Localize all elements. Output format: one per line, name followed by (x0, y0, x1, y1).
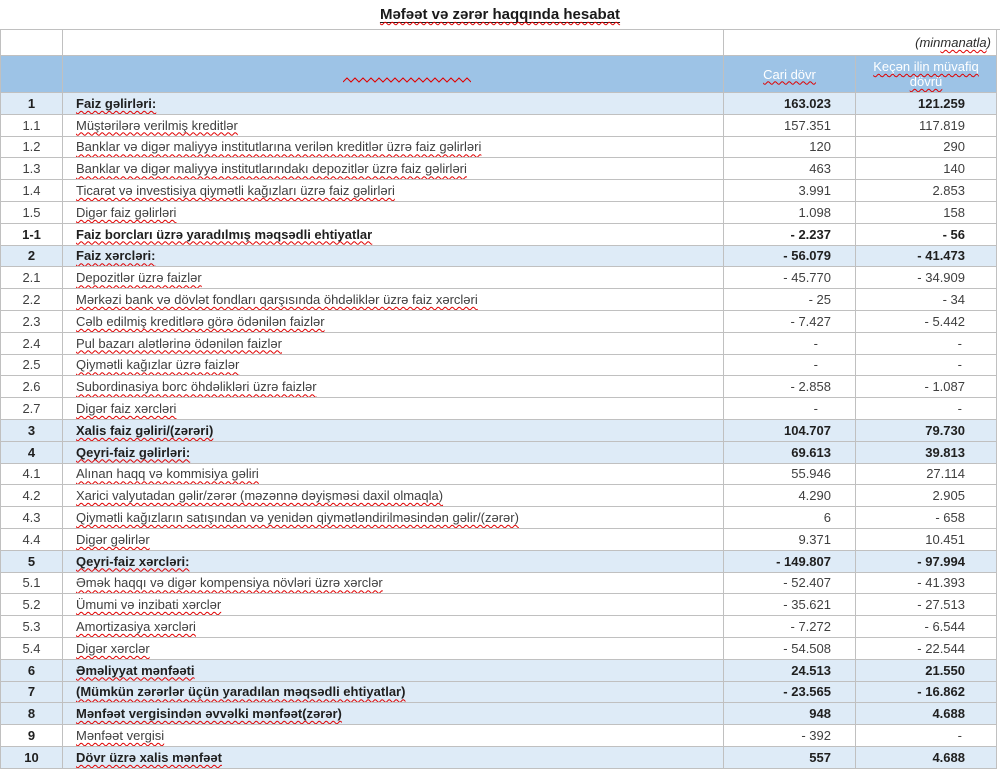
value-current-period: 463 (724, 158, 856, 179)
table-row (1, 725, 996, 747)
row-label (63, 464, 724, 485)
row-label (63, 137, 724, 158)
table-row (1, 333, 996, 355)
unit-note-spacer-num (1, 30, 63, 55)
table-row (1, 594, 996, 616)
row-label (63, 93, 724, 114)
row-label (63, 507, 724, 528)
value-current-period: 3.991 (724, 180, 856, 201)
value-current-period: 9.371 (724, 529, 856, 550)
row-label (63, 442, 724, 463)
value-current-period: 157.351 (724, 115, 856, 136)
report-title (380, 6, 620, 23)
row-label-text: Digər faiz gəlirləri (76, 204, 177, 220)
row-label (63, 747, 724, 768)
table-body (1, 93, 996, 768)
value-current-period: 120 (724, 137, 856, 158)
table-row (1, 398, 996, 420)
row-number: 8 (1, 703, 63, 724)
value-current-period: 557 (724, 747, 856, 768)
spellcheck-squiggle (343, 77, 471, 83)
row-label-text: Faiz gəlirləri: (76, 95, 157, 111)
row-label (63, 485, 724, 506)
unit-note-prefix: (min (915, 35, 941, 50)
header-previous-period-label: Keçən ilin müvafiq dövrü (873, 59, 979, 89)
table-row (1, 355, 996, 377)
row-label-text: Qiymətli kağızların satışından və yenidən qiymətləndirilməsindən gəlir/(zərər) (76, 510, 519, 526)
table-row (1, 682, 996, 704)
row-number: 9 (1, 725, 63, 746)
row-label-text: Depozitlər üzrə faizlər (76, 270, 202, 286)
table-row (1, 747, 996, 768)
value-current-period: - (724, 398, 856, 419)
value-previous-period: - 97.994 (917, 553, 965, 569)
row-label-text: Digər xərclər (76, 640, 150, 656)
row-label-text: Əməliyyat mənfəəti (76, 662, 195, 678)
value-previous-period: 121.259 (918, 95, 965, 111)
table-row (1, 551, 996, 573)
row-label (63, 660, 724, 681)
table-header (1, 56, 996, 93)
report-title-row (0, 0, 1000, 30)
row-label-text: Faiz borcları üzrə yaradılmış məqsədli ehtiyatlar (76, 226, 373, 242)
pnl-table (0, 30, 997, 769)
row-number: 1.1 (1, 115, 63, 136)
value-current-period: - 35.621 (724, 594, 856, 615)
value-previous-period: - (957, 335, 962, 351)
table-row (1, 464, 996, 486)
row-label-text: Xarici valyutadan gəlir/zərər (məzənnə dəyişməsi daxil olmaqla) (76, 488, 444, 504)
value-current-period: 6 (724, 507, 856, 528)
row-label-text: Digər gəlirlər (76, 531, 150, 547)
table-row (1, 660, 996, 682)
row-label (63, 551, 724, 572)
row-label (63, 115, 724, 136)
header-label-cell (63, 56, 724, 92)
unit-note-spacer-label (63, 30, 724, 55)
value-previous-period: - 27.513 (917, 597, 965, 613)
table-row (1, 224, 996, 246)
row-number: 5.2 (1, 594, 63, 615)
header-number-cell (1, 56, 63, 92)
row-number: 1.4 (1, 180, 63, 201)
unit-note (724, 30, 996, 55)
value-current-period: 24.513 (724, 660, 856, 681)
value-previous-period: - 6.544 (924, 619, 965, 635)
value-previous-period: 2.853 (932, 183, 965, 199)
value-previous-period: 158 (943, 204, 965, 220)
row-label (63, 703, 724, 724)
value-previous-period: 4.688 (932, 749, 965, 765)
value-current-period: - 2.237 (724, 224, 856, 245)
row-number: 2 (1, 246, 63, 267)
row-label (63, 529, 724, 550)
row-label (63, 573, 724, 594)
row-number: 1.3 (1, 158, 63, 179)
row-number: 7 (1, 682, 63, 703)
row-label-text: Əmək haqqı və digər kompensiya növləri üzrə xərclər (76, 575, 383, 591)
row-label-text: Mərkəzi bank və dövlət fondları qarşısında öhdəliklər üzrə faiz xərcləri (76, 292, 478, 308)
row-label-text: Alınan haqq və kommisiya gəliri (76, 466, 259, 482)
value-previous-period: - 41.473 (917, 248, 965, 264)
row-number: 1-1 (1, 224, 63, 245)
value-previous-period: 21.550 (925, 662, 965, 678)
value-current-period: - 149.807 (724, 551, 856, 572)
row-number: 4.3 (1, 507, 63, 528)
row-number: 4.4 (1, 529, 63, 550)
unit-note-word: manatla (940, 35, 987, 50)
table-row (1, 311, 996, 333)
row-label-text: Subordinasiya borc öhdəlikləri üzrə faizlər (76, 379, 317, 395)
table-row (1, 703, 996, 725)
table-row (1, 115, 996, 137)
row-label-text: Banklar və digər maliyyə institutlarına verilən kreditlər üzrə faiz gəlirləri (76, 139, 482, 155)
row-number: 2.6 (1, 376, 63, 397)
row-label-text: Mənfəət vergisi (76, 728, 165, 743)
value-current-period: 163.023 (724, 93, 856, 114)
value-current-period: - 7.427 (724, 311, 856, 332)
row-number: 3 (1, 420, 63, 441)
value-previous-period: - (957, 401, 962, 417)
table-row (1, 573, 996, 595)
table-row (1, 507, 996, 529)
value-previous-period: 117.819 (918, 117, 965, 133)
value-previous-period: 290 (943, 139, 965, 155)
row-number: 4 (1, 442, 63, 463)
value-previous-period: - 658 (935, 510, 965, 526)
value-previous-period: 2.905 (932, 488, 965, 504)
unit-note-suffix: ) (986, 35, 991, 50)
value-previous-period: 4.688 (932, 706, 965, 722)
value-current-period: - (724, 333, 856, 354)
value-current-period: 55.946 (724, 464, 856, 485)
value-current-period: 948 (724, 703, 856, 724)
row-label-text: Qiymətli kağızlar üzrə faizlər (76, 357, 240, 373)
value-previous-period: - 56 (942, 226, 965, 242)
table-row (1, 420, 996, 442)
table-row (1, 529, 996, 551)
table-row (1, 93, 996, 115)
row-label (63, 246, 724, 267)
row-label (63, 376, 724, 397)
value-current-period: - 45.770 (724, 267, 856, 288)
row-label (63, 594, 724, 615)
row-label (63, 202, 724, 223)
value-previous-period: 39.813 (925, 444, 965, 460)
table-row (1, 616, 996, 638)
value-current-period: - 54.508 (724, 638, 856, 659)
table-row (1, 180, 996, 202)
row-number: 10 (1, 747, 63, 768)
value-previous-period: - 1.087 (924, 379, 965, 395)
value-previous-period: 10.451 (925, 531, 965, 547)
row-label (63, 638, 724, 659)
row-label-text: Xalis faiz gəliri/(zərəri) (76, 422, 214, 438)
report-title-text: Məfəət və zərər haqqında hesabat (379, 6, 621, 23)
row-label-text: Ümumi və inzibati xərclər (76, 597, 222, 613)
row-label (63, 158, 724, 179)
row-number: 2.2 (1, 289, 63, 310)
row-label-text: Digər faiz xərcləri (76, 401, 177, 417)
row-number: 5.3 (1, 616, 63, 637)
row-label (63, 398, 724, 419)
row-label (63, 311, 724, 332)
row-number: 5 (1, 551, 63, 572)
value-previous-period: - (957, 357, 962, 373)
row-label (63, 725, 724, 746)
value-current-period: - 23.565 (724, 682, 856, 703)
table-row (1, 202, 996, 224)
table-row (1, 376, 996, 398)
table-row (1, 289, 996, 311)
row-number: 2.7 (1, 398, 63, 419)
value-previous-period: - 34 (942, 292, 965, 308)
row-label-text: Banklar və digər maliyyə institutlarındakı depozitlər üzrə faiz gəlirləri (76, 161, 467, 177)
row-number: 2.3 (1, 311, 63, 332)
row-label-text: Amortizasiya xərcləri (76, 619, 196, 635)
value-current-period: 4.290 (724, 485, 856, 506)
row-label (63, 333, 724, 354)
value-previous-period: - 16.862 (917, 684, 965, 700)
value-previous-period: - 41.393 (917, 575, 965, 591)
row-label (63, 420, 724, 441)
value-current-period: 1.098 (724, 202, 856, 223)
value-current-period: - 56.079 (724, 246, 856, 267)
value-current-period: 69.613 (724, 442, 856, 463)
value-current-period: 104.707 (724, 420, 856, 441)
row-label-text: Faiz xərcləri: (76, 248, 156, 264)
table-row (1, 485, 996, 507)
row-label-text: Müştərilərə verilmiş kreditlər (76, 117, 238, 133)
value-previous-period: 79.730 (925, 422, 965, 438)
row-number: 4.1 (1, 464, 63, 485)
value-current-period: - 25 (724, 289, 856, 310)
table-row (1, 638, 996, 660)
value-previous-period: - (957, 728, 962, 743)
row-label-text: Qeyri-faiz xərcləri: (76, 553, 190, 569)
row-number: 4.2 (1, 485, 63, 506)
row-label (63, 616, 724, 637)
row-label (63, 180, 724, 201)
value-current-period: - 2.858 (724, 376, 856, 397)
row-label (63, 289, 724, 310)
row-number: 5.4 (1, 638, 63, 659)
row-label-text: Ticarət və investisiya qiymətli kağızları üzrə faiz gəlirləri (76, 183, 395, 199)
row-label-text: (Mümkün zərərlər üçün yaradılan məqsədli ehtiyatlar) (76, 684, 406, 700)
row-label-text: Pul bazarı alətlərinə ödənilən faizlər (76, 335, 282, 351)
row-label (63, 267, 724, 288)
table-row (1, 442, 996, 464)
value-current-period: - (724, 355, 856, 376)
header-previous-period (856, 56, 996, 92)
value-previous-period: 27.114 (926, 466, 965, 482)
row-label-text: Mənfəət vergisindən əvvəlki mənfəət(zərər) (76, 706, 342, 722)
value-current-period: - 7.272 (724, 616, 856, 637)
row-number: 2.5 (1, 355, 63, 376)
row-number: 6 (1, 660, 63, 681)
row-label-text: Cəlb edilmiş kreditlərə görə ödənilən faizlər (76, 313, 325, 329)
unit-note-row (1, 30, 996, 56)
table-row (1, 246, 996, 268)
value-current-period: - 52.407 (724, 573, 856, 594)
table-row (1, 267, 996, 289)
table-row (1, 137, 996, 159)
value-previous-period: 140 (943, 161, 965, 177)
header-current-period-label: Cari dövr (763, 66, 816, 82)
row-number: 1 (1, 93, 63, 114)
value-previous-period: - 22.544 (917, 640, 965, 656)
value-previous-period: - 5.442 (924, 313, 965, 329)
row-number: 1.2 (1, 137, 63, 158)
row-label (63, 355, 724, 376)
row-label (63, 682, 724, 703)
header-current-period (724, 56, 856, 92)
value-previous-period: - 34.909 (917, 270, 965, 286)
row-label (63, 224, 724, 245)
row-number: 2.4 (1, 333, 63, 354)
row-number: 2.1 (1, 267, 63, 288)
row-label-text: Dövr üzrə xalis mənfəət (76, 749, 222, 765)
table-row (1, 158, 996, 180)
row-number: 1.5 (1, 202, 63, 223)
value-current-period: - 392 (724, 725, 856, 746)
row-number: 5.1 (1, 573, 63, 594)
row-label-text: Qeyri-faiz gəlirləri: (76, 444, 191, 460)
